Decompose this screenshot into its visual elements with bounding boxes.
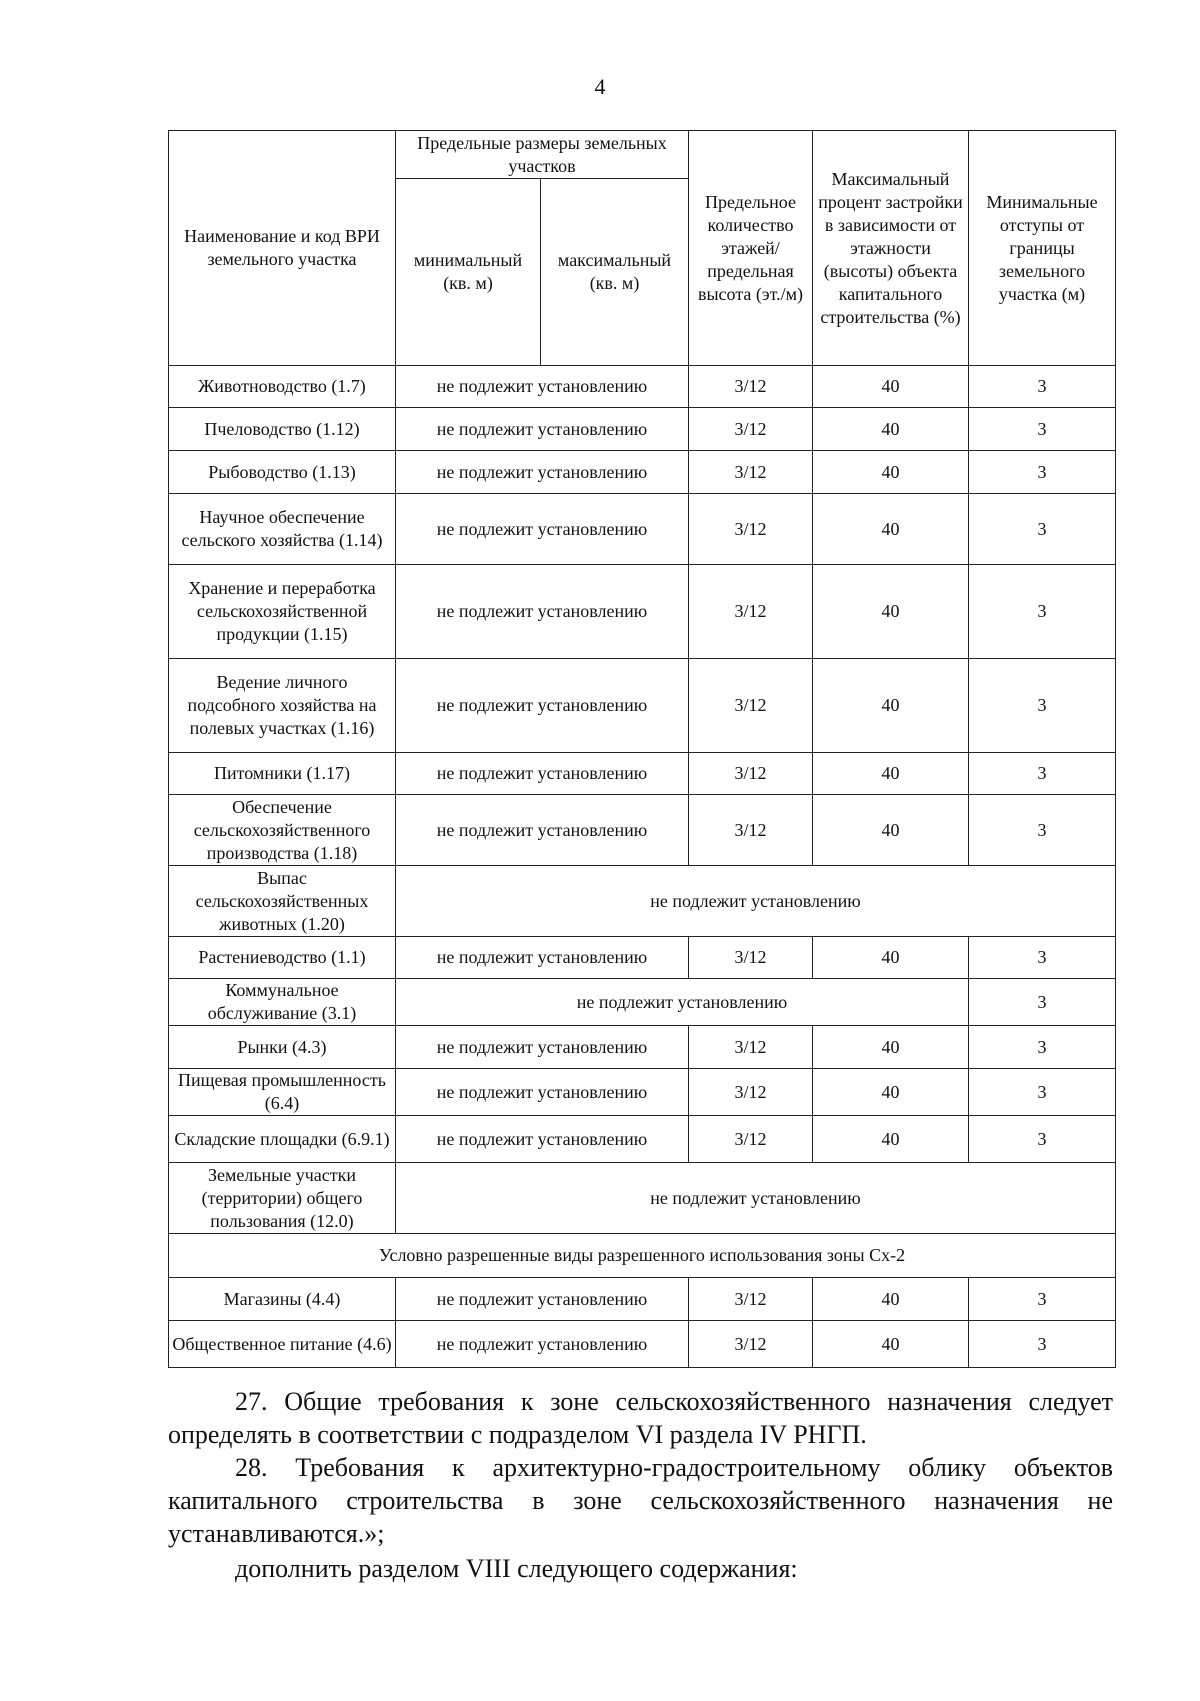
row-floors: 3/12 [689,451,813,494]
table-row [169,1321,1116,1368]
row-setback: 3 [969,366,1116,408]
table-row [169,1069,1116,1116]
row-setback: 3 [969,1116,1116,1163]
row-coverage: 40 [813,1069,969,1116]
row-merged-value: не подлежит установлению [396,866,1116,937]
row-coverage: 40 [813,494,969,565]
row-floors: 3/12 [689,659,813,753]
table-row [169,1026,1116,1069]
row-merged-value: не подлежит установлению [396,979,969,1026]
section-row [169,1234,1116,1278]
row-name: Магазины (4.4) [169,1278,396,1321]
table-row [169,1278,1116,1321]
table-row [169,866,1116,937]
row-name: Рынки (4.3) [169,1026,396,1069]
row-setback: 3 [969,1278,1116,1321]
table-row [169,795,1116,866]
header-setbacks: Минимальные отступы от границы земельного участка (м) [969,131,1116,366]
row-coverage: 40 [813,659,969,753]
row-coverage: 40 [813,565,969,659]
paragraph-27 [168,1385,1113,1451]
row-floors: 3/12 [689,795,813,866]
table-row [169,753,1116,795]
header-floors: Предельное количество этажей/ предельная высота (эт./м) [689,131,813,366]
row-setback: 3 [969,408,1116,451]
row-plot-sizes: не подлежит установлению [396,659,689,753]
row-plot-sizes: не подлежит установлению [396,451,689,494]
table-row [169,1116,1116,1163]
table-row [169,451,1116,494]
row-setback: 3 [969,494,1116,565]
table-row [169,565,1116,659]
row-coverage: 40 [813,937,969,979]
addition-text: дополнить разделом VIII следующего содержания: [235,1554,798,1583]
table-body [169,366,1116,1368]
row-plot-sizes: не подлежит установлению [396,408,689,451]
row-name: Коммунальное обслуживание (3.1) [169,979,396,1026]
row-coverage: 40 [813,1116,969,1163]
row-coverage: 40 [813,366,969,408]
row-coverage: 40 [813,408,969,451]
addition-line [168,1552,1113,1585]
row-name: Выпас сельскохозяйственных животных (1.20) [169,866,396,937]
page-number: 4 [594,74,606,99]
row-plot-sizes: не подлежит установлению [396,937,689,979]
row-setback: 3 [969,1069,1116,1116]
row-name: Питомники (1.17) [169,753,396,795]
paragraph-28 [168,1451,1113,1550]
table-row [169,408,1116,451]
section-title: Условно разрешенные виды разрешенного использования зоны Сх-2 [169,1234,1116,1278]
row-setback: 3 [969,979,1116,1026]
header-coverage: Максимальный процент застройки в зависимости от этажности (высоты) объекта капитального строительства (%) [813,131,969,366]
row-floors: 3/12 [689,1116,813,1163]
row-name: Рыбоводство (1.13) [169,451,396,494]
row-plot-sizes: не подлежит установлению [396,565,689,659]
row-name: Ведение личного подсобного хозяйства на полевых участках (1.16) [169,659,396,753]
row-coverage: 40 [813,1321,969,1368]
row-coverage: 40 [813,1026,969,1069]
row-name: Земельные участки (территории) общего пользования (12.0) [169,1163,396,1234]
row-coverage: 40 [813,451,969,494]
paragraph-28-text: 28. Требования к архитектурно-градостроительному облику объектов капитального строительства в зоне сельскохозяйственного назначения не устанавливаются.»; [168,1453,1113,1548]
paragraph-27-text: 27. Общие требования к зоне сельскохозяйственного назначения следует определять в соответствии с подразделом VI раздела IV РНГП. [168,1387,1113,1449]
row-floors: 3/12 [689,753,813,795]
table-row [169,366,1116,408]
row-plot-sizes: не подлежит установлению [396,1278,689,1321]
row-merged-value: не подлежит установлению [396,1163,1116,1234]
row-coverage: 40 [813,753,969,795]
row-name: Обеспечение сельскохозяйственного производства (1.18) [169,795,396,866]
table-row [169,1163,1116,1234]
table-row [169,494,1116,565]
header-plot-sizes: Предельные размеры земельных участков [396,131,689,179]
table-row [169,659,1116,753]
row-name: Хранение и переработка сельскохозяйственной продукции (1.15) [169,565,396,659]
row-floors: 3/12 [689,1278,813,1321]
row-setback: 3 [969,659,1116,753]
row-floors: 3/12 [689,937,813,979]
row-plot-sizes: не подлежит установлению [396,1026,689,1069]
row-plot-sizes: не подлежит установлению [396,1321,689,1368]
row-plot-sizes: не подлежит установлению [396,753,689,795]
row-floors: 3/12 [689,366,813,408]
zone-regulations-table [168,130,1116,1368]
row-plot-sizes: не подлежит установлению [396,1069,689,1116]
row-name: Пчеловодство (1.12) [169,408,396,451]
row-setback: 3 [969,565,1116,659]
row-name: Складские площадки (6.9.1) [169,1116,396,1163]
row-coverage: 40 [813,1278,969,1321]
row-name: Растениеводство (1.1) [169,937,396,979]
row-setback: 3 [969,937,1116,979]
row-plot-sizes: не подлежит установлению [396,1116,689,1163]
row-name: Животноводство (1.7) [169,366,396,408]
row-name: Научное обеспечение сельского хозяйства (1.14) [169,494,396,565]
row-setback: 3 [969,1321,1116,1368]
table-row [169,937,1116,979]
row-setback: 3 [969,795,1116,866]
row-plot-sizes: не подлежит установлению [396,494,689,565]
table-row [169,979,1116,1026]
header-min-size: минимальный (кв. м) [396,179,541,366]
row-floors: 3/12 [689,408,813,451]
row-floors: 3/12 [689,1026,813,1069]
row-floors: 3/12 [689,1321,813,1368]
row-setback: 3 [969,1026,1116,1069]
row-name: Пищевая промышленность (6.4) [169,1069,396,1116]
row-coverage: 40 [813,795,969,866]
row-setback: 3 [969,451,1116,494]
row-plot-sizes: не подлежит установлению [396,795,689,866]
row-floors: 3/12 [689,494,813,565]
header-max-size: максимальный (кв. м) [541,179,689,366]
row-floors: 3/12 [689,565,813,659]
header-name: Наименование и код ВРИ земельного участка [169,131,396,366]
row-setback: 3 [969,753,1116,795]
row-name: Общественное питание (4.6) [169,1321,396,1368]
row-floors: 3/12 [689,1069,813,1116]
row-plot-sizes: не подлежит установлению [396,366,689,408]
